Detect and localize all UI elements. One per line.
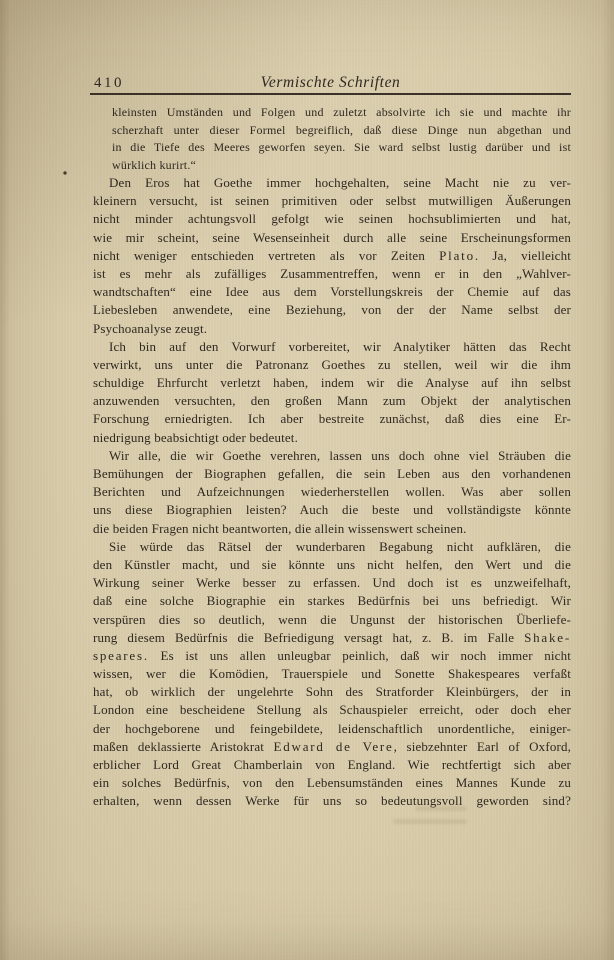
- text-line: rung diesem Bedürfnis die Befriedigung versagt hat, z. B. im Falle Shake-: [93, 629, 571, 645]
- text-line: die beiden Fragen nicht beantworten, die allein wissenswert scheinen.: [93, 520, 467, 536]
- paragraph: [93, 538, 571, 811]
- letterspaced-word: speares.: [93, 647, 149, 663]
- quote-line: würklich kurirt.“: [112, 157, 197, 172]
- text-line: den Künstler macht, und sie könnte uns nicht helfen, den Wert und die: [93, 556, 571, 572]
- text-line: nicht minder achtungsvoll gefolgt wie seinen hochsublimierten und hat,: [93, 211, 571, 227]
- text-line: Wir alle, die wir Goethe verehren, lassen uns doch ohne viel Sträuben die: [109, 447, 571, 463]
- text-line: niedrigung beabsichtigt oder bedeutet.: [93, 429, 298, 445]
- ink-speck: [63, 171, 67, 175]
- text-line: Wirkung seiner Werke besser zu erfassen. Und doch ist es unzweifelhaft,: [93, 575, 571, 591]
- text-line: Den Eros hat Goethe immer hochgehalten, seine Macht nie zu ver-: [109, 175, 571, 190]
- quote-line: kleinsten Umständen und Folgen und zuletzt absolvirte ich sie und machte ihr: [112, 105, 571, 119]
- text-line: daß eine solche Biographie ein starkes Bedürfnis bei uns befriedigt. Wir: [93, 593, 571, 609]
- text-line: Berichten und Aufzeichnungen wiederherstellen wollen. Was aber sollen: [93, 484, 571, 500]
- text-line: Liebesleben anwendete, eine Beziehung, von der der Name selbst der: [93, 302, 571, 318]
- text-line: ein solches Bedürfnis, von den Lebensumständen eines Mannes Kunde zu: [93, 775, 571, 791]
- text-line: verwirkt, uns unter die Patronanz Goethes zu stellen, weil wir die ihm: [93, 356, 571, 372]
- letterspaced-word: Plato: [439, 247, 475, 263]
- text-line: maßen deklassierte Aristokrat Edward de Vere, siebzehnter Earl of Oxford,: [93, 738, 571, 754]
- quote-line: scherzhaft unter dieser Formel begreiflich, daß diese Dinge nun abgethan und: [112, 122, 571, 137]
- running-header: [90, 74, 571, 92]
- header-rule: [90, 93, 571, 95]
- quote-block: [112, 104, 571, 174]
- text-line: Sie würde das Rätsel der wunderbaren Begabung nicht aufklären, die: [109, 538, 571, 554]
- quote-line: in die Tiefe des Meeres geworfen seyen. Sie ward selbst lustig darüber und ist: [112, 140, 571, 154]
- letterspaced-word: Edward de Vere: [273, 738, 394, 754]
- text-line: schuldige Ehrfurcht verletzt haben, indem wir die Analyse auf ihn selbst: [93, 375, 571, 391]
- page-showthrough: [393, 806, 503, 832]
- text-line: hat, ob wirklich der ungelehrte Sohn des Stratforder Kleinbürgers, der in: [93, 684, 571, 700]
- text-line: nicht weniger entschieden vertreten als vor Zeiten Plato. Ja, vielleicht: [93, 247, 571, 263]
- text-line: kleinern versucht, ist seinen primitiven oder selbst mutwilligen Äußerungen: [93, 193, 571, 209]
- letterspaced-word: Shake-: [524, 629, 571, 645]
- running-title: Vermischte Schriften: [260, 74, 401, 91]
- page-number: 410: [94, 75, 124, 91]
- text-line: anzuwenden versuchten, den großen Mann zum Objekt der analytischen: [93, 393, 571, 409]
- body-text: [93, 174, 571, 811]
- paragraph: [93, 174, 571, 338]
- text-line: wandtschaften“ eine Idee aus dem Vorstellungskreis der Chemie auf das: [93, 284, 571, 300]
- text-line: verspüren dies so deutlich, wenn die Ungunst der historischen Überliefe-: [93, 611, 571, 627]
- text-line: ist es mehr als zufälliges Zusammentreffen, wenn er in den „Wahlver-: [93, 265, 571, 281]
- text-line: Psychoanalyse zeugt.: [93, 320, 208, 336]
- text-line: wie mir scheint, seine Wesenseinheit durch alle seine Erscheinungsformen: [93, 229, 571, 245]
- text-line: Forschung erniedrigten. Ich aber bestreite zunächst, daß dies eine Er-: [93, 411, 571, 427]
- text-line: wissen, wer die Komödien, Trauerspiele und Sonette Shakespeares verfaßt: [93, 666, 571, 682]
- text-line: der hochgeborene und feingebildete, leidenschaftlich unordentliche, einiger-: [93, 720, 571, 736]
- text-line: Ich bin auf den Vorwurf vorbereitet, wir Analytiker hätten das Recht: [109, 338, 571, 354]
- text-line: London eine bescheidene Stellung als Schauspieler erreicht, oder doch eher: [93, 702, 571, 718]
- showthrough-smudge: [415, 806, 467, 811]
- paragraph: [93, 338, 571, 447]
- showthrough-smudge: [393, 819, 467, 824]
- text-line: uns diese Biographien leisten? Auch die beste und vollständigste könnte: [93, 502, 571, 518]
- text-line: erblicher Lord Great Chamberlain von England. Wie rechtfertigt sich aber: [93, 757, 571, 772]
- text-line: erhalten, wenn dessen Werke für uns so bedeutungsvoll geworden sind?: [93, 793, 571, 809]
- text-line: speares. Es ist uns allen unleugbar peinlich, daß wir noch immer nicht: [93, 647, 571, 663]
- paragraph: [93, 447, 571, 538]
- text-line: Bemühungen der Biographen gefallen, die sein Leben aus den vorhandenen: [93, 466, 571, 481]
